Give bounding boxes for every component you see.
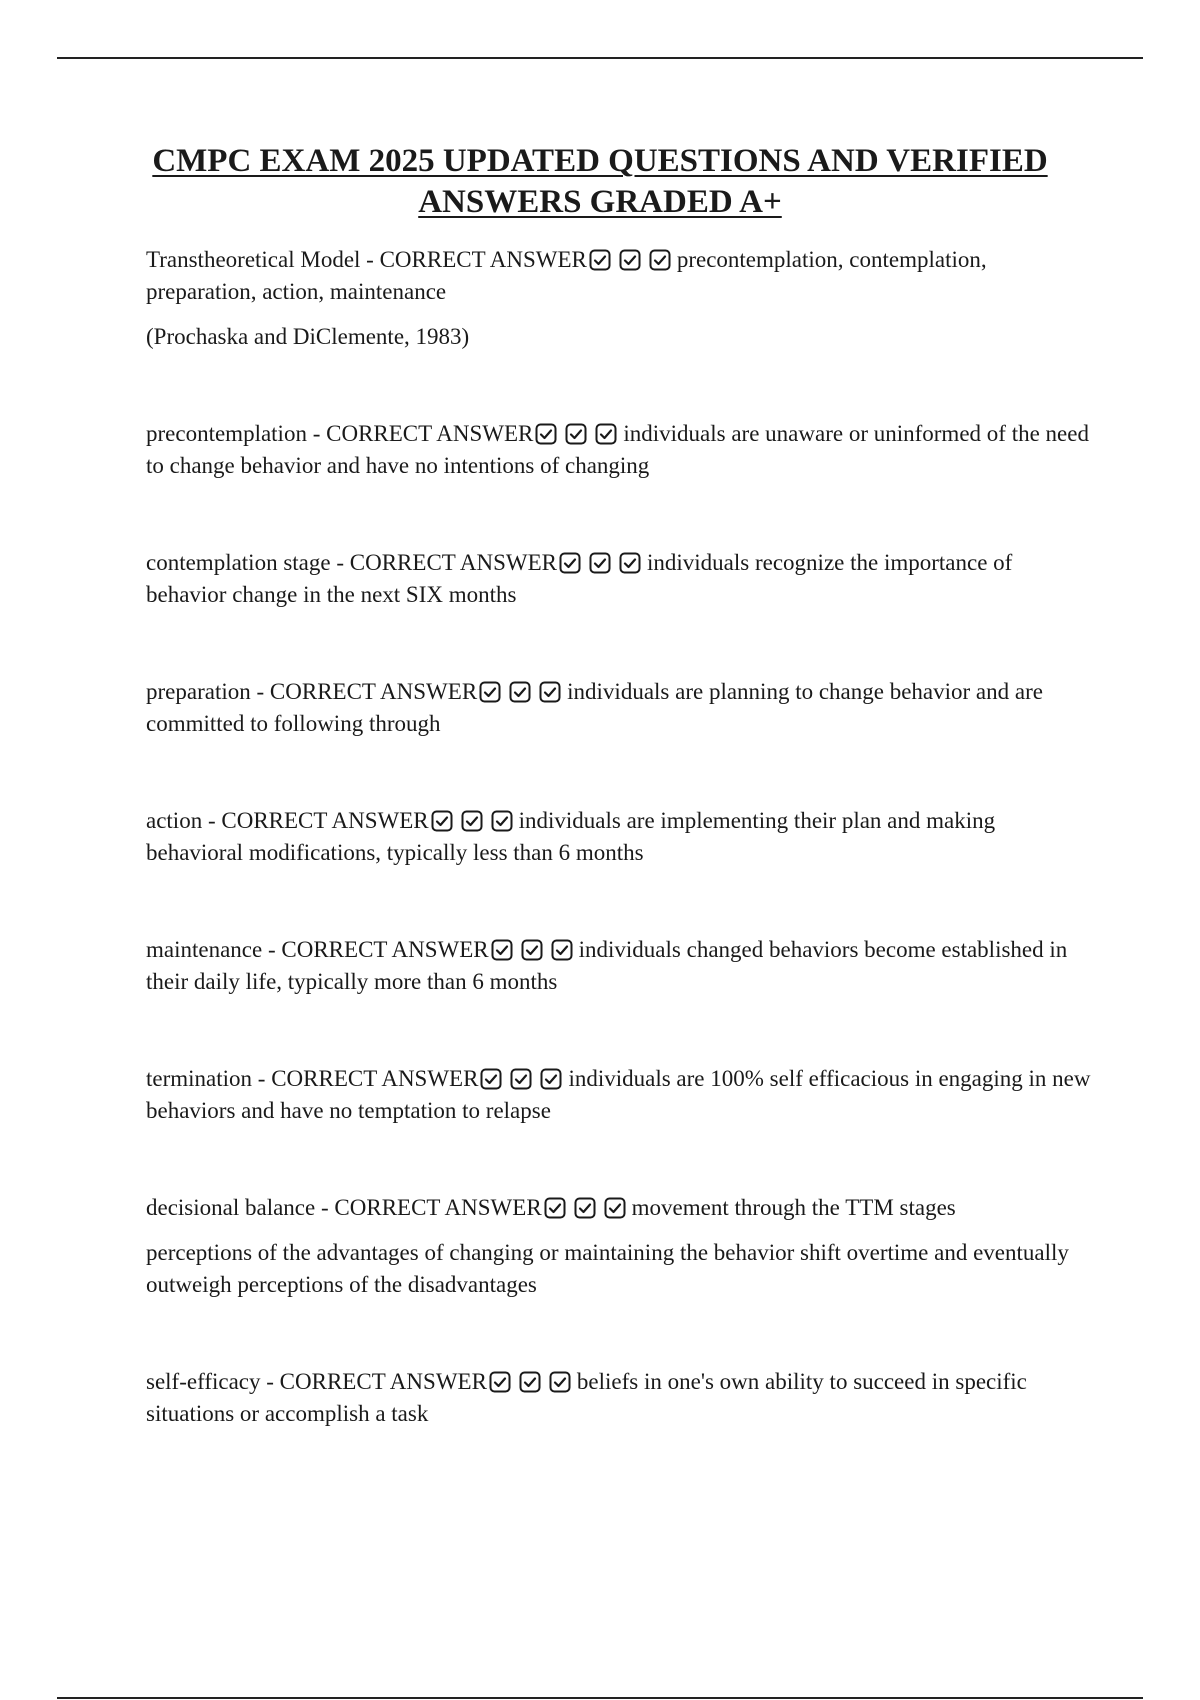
- qa-entry-decisional-balance-detail: perceptions of the advantages of changing or maintaining the behavior shift overtime and eventually outweigh perceptions of the disadvantages: [146, 1240, 1069, 1297]
- checked-box-icon: [539, 681, 561, 703]
- checked-box-icon: [431, 810, 453, 832]
- checked-box-icon: [544, 1197, 566, 1219]
- entry-answer: beliefs in one's own ability to succeed in specific situations or accomplish a task: [146, 1369, 1027, 1426]
- entry-answer-marker: CORRECT ANSWER: [271, 1066, 479, 1091]
- checked-box-icon: [480, 1068, 502, 1090]
- entry-term: termination: [146, 1066, 253, 1091]
- check-icons: [487, 1369, 577, 1394]
- entry-separator: -: [252, 1066, 272, 1091]
- checked-box-icon: [604, 1197, 626, 1219]
- entry-separator: -: [315, 1195, 335, 1220]
- entry-separator: -: [260, 1369, 280, 1394]
- entry-term: precontemplation: [146, 421, 307, 446]
- entry-answer: individuals are planning to change behavior and are committed to following through: [146, 679, 1043, 736]
- entry-term: maintenance: [146, 937, 263, 962]
- check-icons: [542, 1195, 632, 1220]
- entry-answer: individuals are 100% self efficacious in engaging in new behaviors and have no temptation to relapse: [146, 1066, 1091, 1123]
- checked-box-icon: [619, 249, 641, 271]
- checked-box-icon: [540, 1068, 562, 1090]
- title-line-2: ANSWERS GRADED A+: [418, 184, 782, 220]
- entry-answer: movement through the TTM stages: [631, 1195, 956, 1220]
- entry-separator: -: [202, 808, 222, 833]
- entry-separator: -: [306, 421, 327, 446]
- checked-box-icon: [521, 939, 543, 961]
- checked-box-icon: [489, 1371, 511, 1393]
- top-divider: [57, 57, 1143, 59]
- checked-box-icon: [619, 552, 641, 574]
- qa-entry-preparation: [146, 676, 1091, 740]
- checked-box-icon: [559, 552, 581, 574]
- entry-answer-marker: CORRECT ANSWER: [349, 550, 558, 575]
- check-icons: [587, 247, 677, 272]
- entry-answer: precontemplation, contemplation, preparation, action, maintenance: [146, 247, 987, 304]
- qa-entry-citation: (Prochaska and DiClemente, 1983): [146, 324, 470, 349]
- checked-box-icon: [509, 681, 531, 703]
- entry-answer: individuals are unaware or uninformed of the need to change behavior and have no intentions of changing: [146, 421, 1089, 478]
- qa-entry-action: [146, 805, 1091, 869]
- qa-entry-maintenance: [146, 934, 1091, 998]
- entry-answer-marker: CORRECT ANSWER: [279, 1369, 487, 1394]
- checked-box-icon: [510, 1068, 532, 1090]
- checked-box-icon: [461, 810, 483, 832]
- checked-box-icon: [565, 423, 587, 445]
- entry-answer: individuals are implementing their plan and making behavioral modifications, typically less than 6 months: [146, 808, 996, 865]
- entry-answer-marker: CORRECT ANSWER: [281, 937, 489, 962]
- entry-separator: -: [360, 247, 380, 272]
- entry-separator: -: [330, 550, 350, 575]
- qa-entry-contemplation-stage: [146, 547, 1091, 611]
- qa-list: [146, 244, 1091, 1437]
- entry-answer-marker: CORRECT ANSWER: [326, 421, 534, 446]
- entry-term: self-efficacy: [146, 1369, 261, 1394]
- entry-answer-marker: CORRECT ANSWER: [379, 247, 587, 272]
- checked-box-icon: [649, 249, 671, 271]
- check-icons: [477, 679, 567, 704]
- bottom-divider: [57, 1697, 1143, 1699]
- entry-term: action: [146, 808, 203, 833]
- checked-box-icon: [574, 1197, 596, 1219]
- checked-box-icon: [589, 249, 611, 271]
- entry-answer: individuals recognize the importance of behavior change in the next SIX months: [146, 550, 1013, 607]
- checked-box-icon: [479, 681, 501, 703]
- entry-term: contemplation stage: [146, 550, 331, 575]
- title-line-1: CMPC EXAM 2025 UPDATED QUESTIONS AND VERIFIED: [152, 143, 1048, 179]
- entry-term: Transtheoretical Model: [146, 247, 361, 272]
- entry-answer: individuals changed behaviors become established in their daily life, typically more than 6 months: [146, 937, 1068, 994]
- check-icons: [429, 808, 519, 833]
- entry-term: preparation: [146, 679, 251, 704]
- entry-separator: -: [250, 679, 270, 704]
- checked-box-icon: [491, 939, 513, 961]
- check-icons: [557, 550, 647, 575]
- qa-entry-decisional-balance: [146, 1192, 1091, 1224]
- entry-separator: -: [262, 937, 282, 962]
- qa-entry-precontemplation: [146, 418, 1091, 482]
- checked-box-icon: [491, 810, 513, 832]
- checked-box-icon: [589, 552, 611, 574]
- check-icons: [489, 937, 579, 962]
- entry-answer-marker: CORRECT ANSWER: [334, 1195, 542, 1220]
- entry-term: decisional balance: [146, 1195, 316, 1220]
- checked-box-icon: [551, 939, 573, 961]
- check-icons: [478, 1066, 568, 1091]
- checked-box-icon: [549, 1371, 571, 1393]
- qa-entry-self-efficacy: [146, 1366, 1091, 1430]
- checked-box-icon: [519, 1371, 541, 1393]
- checked-box-icon: [595, 423, 617, 445]
- qa-entry-transtheoretical-model: [146, 244, 1091, 308]
- entry-answer-marker: CORRECT ANSWER: [221, 808, 429, 833]
- entry-answer-marker: CORRECT ANSWER: [269, 679, 478, 704]
- check-icons: [533, 421, 623, 446]
- checked-box-icon: [535, 423, 557, 445]
- qa-entry-termination: [146, 1063, 1091, 1127]
- document-title: [100, 141, 1100, 223]
